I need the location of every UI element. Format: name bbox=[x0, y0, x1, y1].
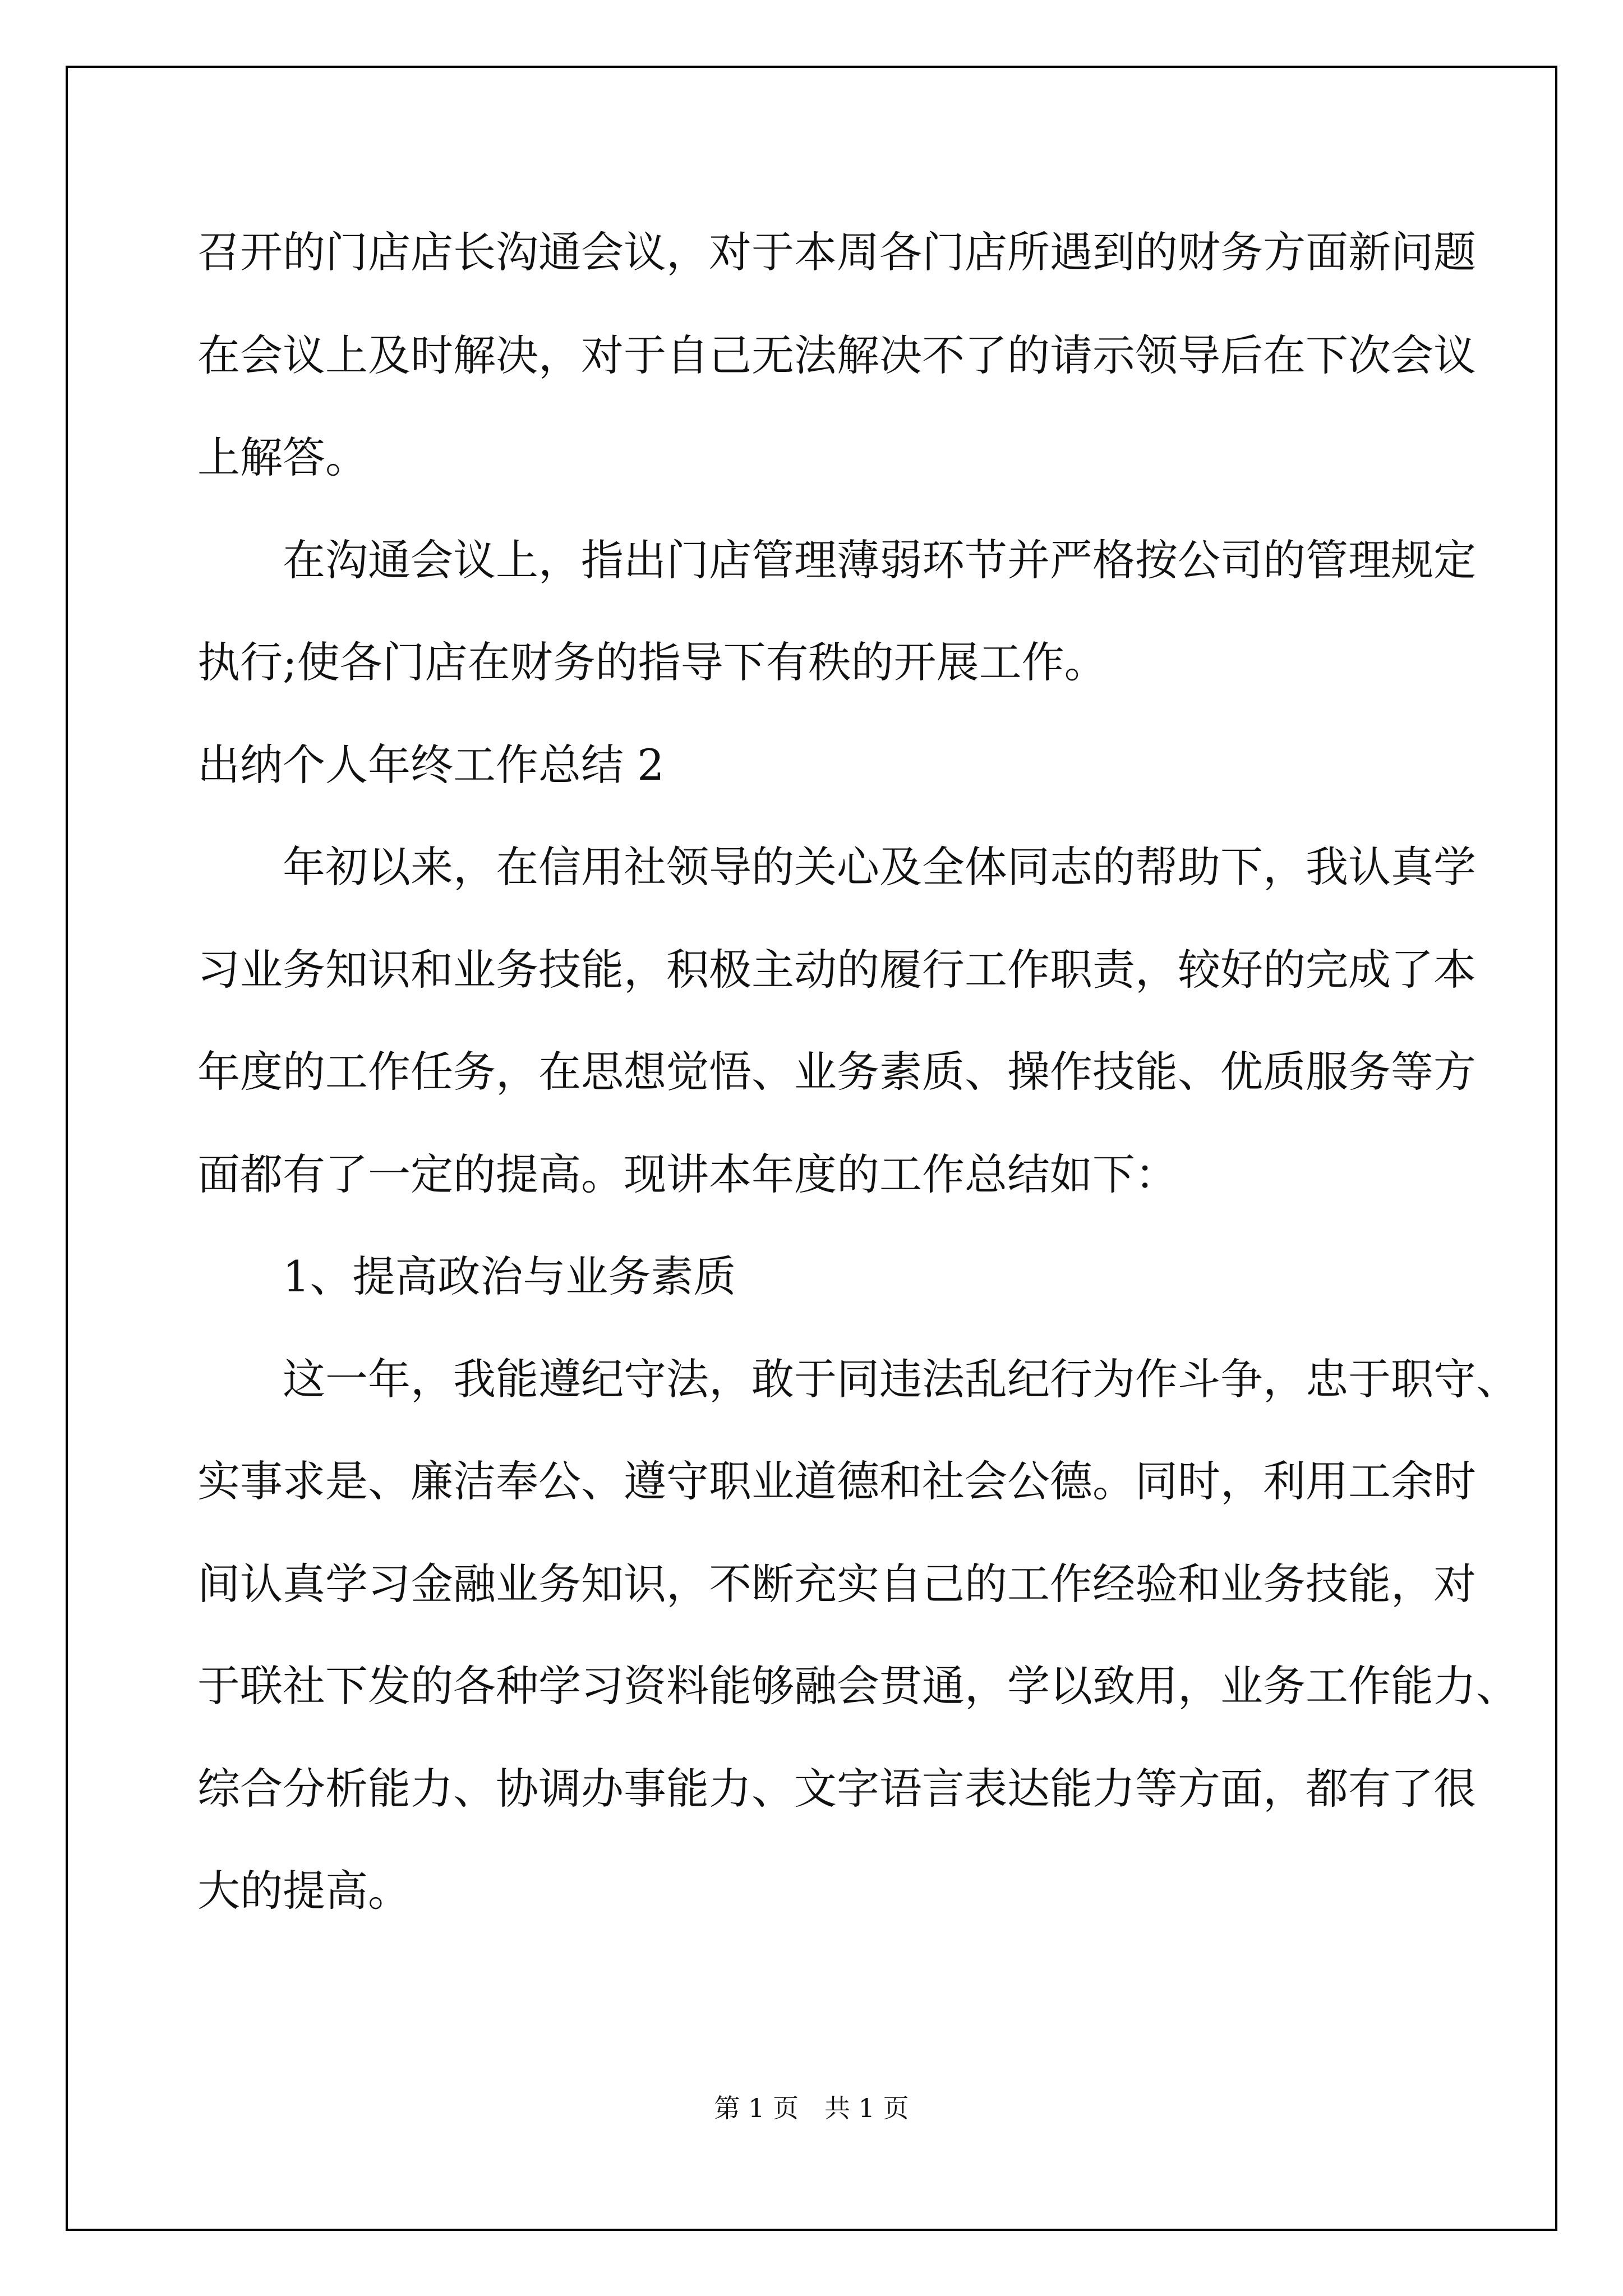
paragraph-line: 召开的门店店长沟通会议，对于本周各门店所遇到的财务方面新问题 bbox=[197, 227, 1476, 277]
paragraph-line: 大的提高。 bbox=[197, 1866, 411, 1916]
paragraph-line: 年初以来，在信用社领导的关心及全体同志的帮助下，我认真学 bbox=[197, 842, 1476, 892]
paragraph-line: 实事求是、廉洁奉公、遵守职业道德和社会公德。同时，利用工余时 bbox=[197, 1456, 1476, 1506]
paragraph-line: 执行;使各门店在财务的指导下有秩的开展工作。 bbox=[197, 637, 1107, 687]
page-number-footer: 第 1 页 共 1 页 bbox=[714, 2093, 909, 2123]
paragraph-line: 综合分析能力、协调办事能力、文字语言表达能力等方面，都有了很 bbox=[197, 1764, 1476, 1814]
paragraph-line: 这一年，我能遵纪守法，敢于同违法乱纪行为作斗争，忠于职守、 bbox=[197, 1354, 1519, 1404]
paragraph-line: 在沟通会议上，指出门店管理薄弱环节并严格按公司的管理规定 bbox=[197, 535, 1476, 585]
paragraph-line: 面都有了一定的提高。现讲本年度的工作总结如下： bbox=[197, 1149, 1178, 1199]
paragraph-line: 上解答。 bbox=[197, 432, 368, 482]
paragraph-line: 在会议上及时解决，对于自己无法解决不了的请示领导后在下次会议 bbox=[197, 330, 1476, 380]
paragraph-line: 间认真学习金融业务知识，不断充实自己的工作经验和业务技能，对 bbox=[197, 1559, 1476, 1609]
subheading: 1、提高政治与业务素质 bbox=[197, 1251, 736, 1301]
section-title: 出纳个人年终工作总结 2 bbox=[197, 740, 665, 790]
paragraph-line: 于联社下发的各种学习资料能够融会贯通，学以致用，业务工作能力、 bbox=[197, 1661, 1519, 1711]
paragraph-line: 习业务知识和业务技能，积极主动的履行工作职责，较好的完成了本 bbox=[197, 945, 1476, 995]
paragraph-line: 年度的工作任务，在思想觉悟、业务素质、操作技能、优质服务等方 bbox=[197, 1047, 1476, 1097]
